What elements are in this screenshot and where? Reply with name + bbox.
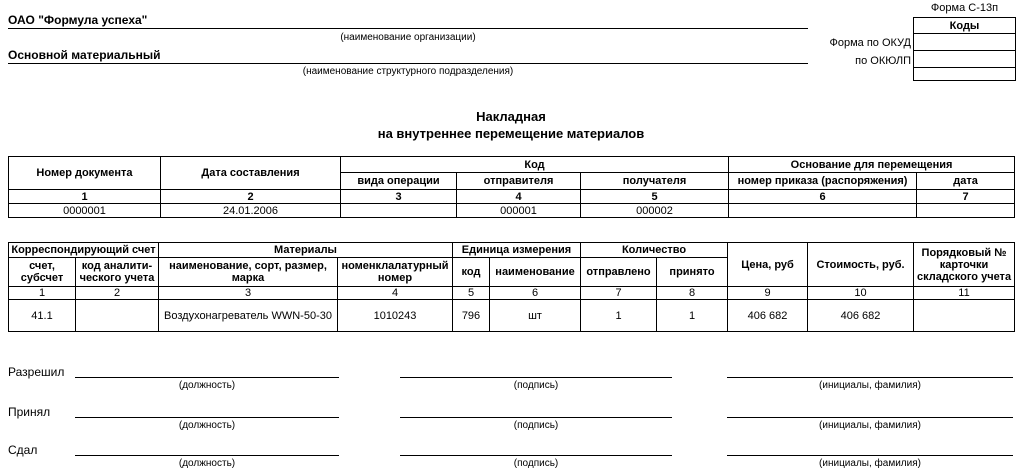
signature-row-handed-over [0, 443, 1022, 470]
col-number: 2 [161, 190, 341, 204]
position-label: (должность) [178, 420, 236, 431]
header-corr-account-group: Корреспондирующий счет [9, 243, 159, 258]
col-number: 9 [728, 287, 808, 300]
value-doc-number: 0000001 [9, 204, 161, 218]
department-name: Основной материальный [8, 47, 808, 64]
header-analytic-code: код аналити- ческого учета [76, 258, 159, 287]
department-name-label: (наименование структурного подразделения) [302, 66, 514, 77]
signature-label: (подпись) [513, 458, 559, 469]
col-number: 11 [914, 287, 1015, 300]
extra-code-cell [914, 68, 1016, 81]
header-accepted: принято [657, 258, 728, 287]
document-info-table [8, 156, 1015, 218]
okulp-code-cell [914, 51, 1016, 68]
signature-line [400, 405, 672, 431]
signature-role-label: Разрешил [8, 365, 65, 379]
header-nomenclature-number: номенклалатурный номер [338, 258, 453, 287]
signature-role-label: Сдал [8, 443, 38, 457]
document-title [0, 108, 1022, 142]
organization-name-label: (наименование организации) [340, 32, 476, 43]
header-sent: отправлено [581, 258, 657, 287]
value-accepted: 1 [657, 300, 728, 332]
header-unit-group: Единица измерения [453, 243, 581, 258]
signature-line [400, 365, 672, 391]
col-number: 1 [9, 190, 161, 204]
codes-table [913, 17, 1016, 81]
header-doc-number: Номер документа [9, 157, 161, 190]
position-signature-line [75, 405, 339, 431]
col-number: 7 [581, 287, 657, 300]
col-number: 6 [490, 287, 581, 300]
header-compile-date: Дата составления [161, 157, 341, 190]
col-number: 8 [657, 287, 728, 300]
position-signature-line [75, 443, 339, 469]
organization-name: ОАО "Формула успеха" [8, 12, 808, 29]
signature-role-label: Принял [8, 405, 51, 419]
col-number: 4 [457, 190, 581, 204]
fullname-line [727, 365, 1013, 391]
fullname-line [727, 443, 1013, 469]
header-materials-group: Материалы [159, 243, 453, 258]
position-signature-line [75, 365, 339, 391]
col-number: 4 [338, 287, 453, 300]
value-analytic-code [76, 300, 159, 332]
signature-line [400, 443, 672, 469]
header-quantity-group: Количество [581, 243, 728, 258]
position-label: (должность) [178, 380, 236, 391]
fullname-label: (инициалы, фамилия) [819, 420, 921, 431]
value-unit-name: шт [490, 300, 581, 332]
header-operation-type: вида операции [341, 173, 457, 190]
okud-code-cell [914, 34, 1016, 51]
header-material-name: наименование, сорт, размер, марка [159, 258, 338, 287]
fullname-line [727, 405, 1013, 431]
okud-label: Форма по ОКУД [829, 37, 911, 49]
okulp-label: по ОКЮЛП [855, 55, 911, 67]
header-account: счет, субсчет [9, 258, 76, 287]
header-code-group: Код [341, 157, 729, 173]
materials-table [8, 242, 1015, 332]
header-price: Цена, руб [728, 243, 808, 287]
header-card-number: Порядковый № карточки складского учета [914, 243, 1015, 287]
header-cost: Стоимость, руб. [808, 243, 914, 287]
col-number: 10 [808, 287, 914, 300]
col-number: 3 [341, 190, 457, 204]
header-sender: отправителя [457, 173, 581, 190]
col-number: 7 [917, 190, 1015, 204]
col-number: 5 [453, 287, 490, 300]
header-unit-name: наименование [490, 258, 581, 287]
fullname-label: (инициалы, фамилия) [819, 380, 921, 391]
position-label: (должность) [178, 458, 236, 469]
value-nomenclature-number: 1010243 [338, 300, 453, 332]
value-order-date [917, 204, 1015, 218]
document-title-line2: на внутреннее перемещение материалов [377, 126, 645, 141]
col-number: 3 [159, 287, 338, 300]
col-number: 1 [9, 287, 76, 300]
codes-title: Коды [914, 18, 1016, 34]
value-card-number [914, 300, 1015, 332]
header-unit-code: код [453, 258, 490, 287]
value-compile-date: 24.01.2006 [161, 204, 341, 218]
value-material-name: Воздухонагреватель WWN-50-30 [159, 300, 338, 332]
value-order-number [729, 204, 917, 218]
header-receiver: получателя [581, 173, 729, 190]
value-account: 41.1 [9, 300, 76, 332]
signature-row-accepted [0, 405, 1022, 435]
col-number: 2 [76, 287, 159, 300]
value-operation-type [341, 204, 457, 218]
value-price: 406 682 [728, 300, 808, 332]
value-receiver-code: 000002 [581, 204, 729, 218]
form-number: Форма С-13п [930, 2, 999, 14]
value-sender-code: 000001 [457, 204, 581, 218]
col-number: 5 [581, 190, 729, 204]
fullname-label: (инициалы, фамилия) [819, 458, 921, 469]
value-cost: 406 682 [808, 300, 914, 332]
signature-label: (подпись) [513, 420, 559, 431]
document-title-line1: Накладная [476, 109, 546, 124]
header-basis-group: Основание для перемещения [729, 157, 1015, 173]
header-order-number: номер приказа (распоряжения) [729, 173, 917, 190]
col-number: 6 [729, 190, 917, 204]
header-order-date: дата [917, 173, 1015, 190]
value-sent: 1 [581, 300, 657, 332]
signature-row-authorized [0, 365, 1022, 395]
signature-label: (подпись) [513, 380, 559, 391]
value-unit-code: 796 [453, 300, 490, 332]
